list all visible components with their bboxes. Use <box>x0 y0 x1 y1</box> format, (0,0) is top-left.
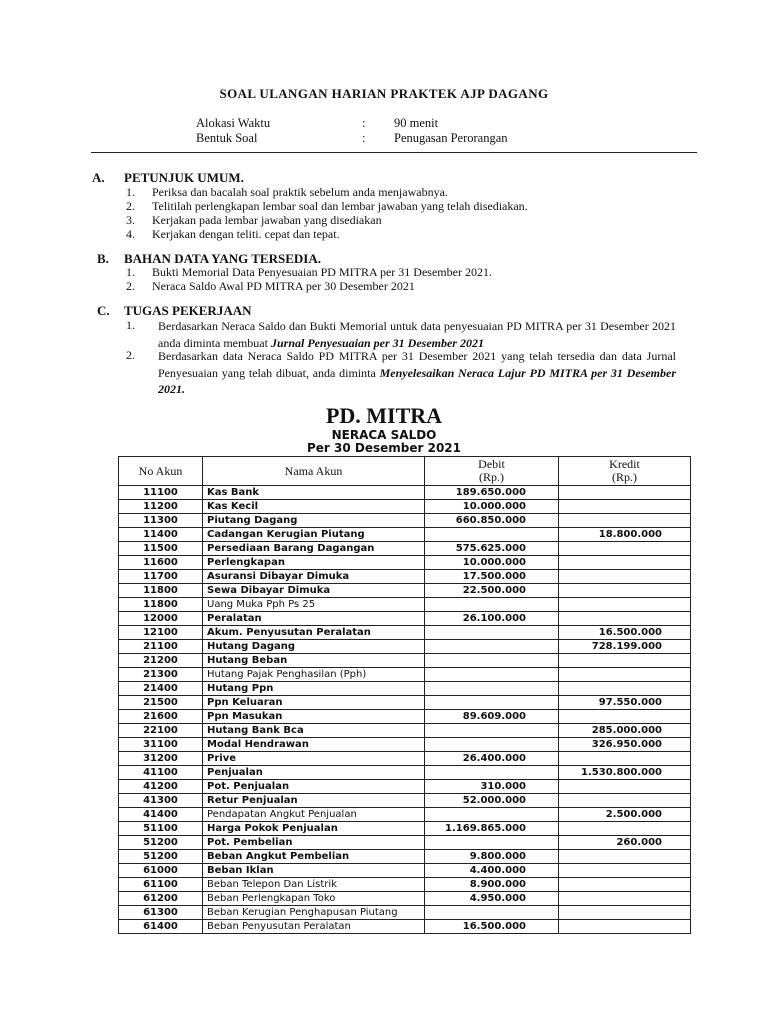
account-name: Beban Iklan <box>203 864 425 878</box>
account-name: Ppn Keluaran <box>203 696 425 710</box>
item-text: Neraca Saldo Awal PD MITRA per 30 Desember 2021 <box>152 279 415 293</box>
item-text: Telitilah perlengkapan lembar soal dan lembar jawaban yang telah disediakan. <box>152 199 528 213</box>
debit-amount: 8.900.000 <box>425 878 559 892</box>
debit-amount: 4.950.000 <box>425 892 559 906</box>
item-text: Kerjakan dengan teliti. cepat dan tepat. <box>152 227 340 241</box>
account-name: Retur Penjualan <box>203 794 425 808</box>
debit-amount: 26.400.000 <box>425 752 559 766</box>
account-code: 11500 <box>119 542 203 556</box>
credit-amount <box>559 850 691 864</box>
account-name: Akum. Penyusutan Peralatan <box>203 626 425 640</box>
account-code: 61000 <box>119 864 203 878</box>
credit-amount: 1.530.800.000 <box>559 766 691 780</box>
account-code: 11300 <box>119 514 203 528</box>
account-name: Asuransi Dibayar Dimuka <box>203 570 425 584</box>
credit-amount: 18.800.000 <box>559 528 691 542</box>
account-code: 51200 <box>119 836 203 850</box>
debit-amount: 9.800.000 <box>425 850 559 864</box>
debit-amount <box>425 724 559 738</box>
credit-amount: 326.950.000 <box>559 738 691 752</box>
account-code: 11700 <box>119 570 203 584</box>
credit-amount <box>559 892 691 906</box>
account-name: Perlengkapan <box>203 556 425 570</box>
account-code: 11100 <box>119 486 203 500</box>
debit-amount <box>425 640 559 654</box>
report-period: Per 30 Desember 2021 <box>306 441 461 455</box>
account-name: Penjualan <box>203 766 425 780</box>
debit-amount <box>425 906 559 920</box>
meta-label: Bentuk Soal <box>196 131 258 145</box>
table-row <box>119 528 691 542</box>
account-code: 61200 <box>119 892 203 906</box>
task-paragraph <box>158 318 676 351</box>
debit-amount: 1.169.865.000 <box>425 822 559 836</box>
account-name: Uang Muka Pph Ps 25 <box>203 598 425 612</box>
account-code: 11400 <box>119 528 203 542</box>
account-code: 31100 <box>119 738 203 752</box>
company-name: PD. MITRA <box>325 403 443 428</box>
table-row <box>119 696 691 710</box>
table-row <box>119 738 691 752</box>
credit-amount <box>559 878 691 892</box>
credit-amount <box>559 486 691 500</box>
table-row <box>119 584 691 598</box>
item-text: Periksa dan bacalah soal praktik sebelum anda menjawabnya. <box>152 185 448 199</box>
account-code: 12000 <box>119 612 203 626</box>
debit-amount: 310.000 <box>425 780 559 794</box>
debit-amount: 4.400.000 <box>425 864 559 878</box>
credit-amount: 728.199.000 <box>559 640 691 654</box>
account-name: Hutang Ppn <box>203 682 425 696</box>
credit-amount <box>559 584 691 598</box>
debit-amount <box>425 738 559 752</box>
account-name: Beban Kerugian Penghapusan Piutang <box>203 906 425 920</box>
account-name: Beban Angkut Pembelian <box>203 850 425 864</box>
table-row <box>119 556 691 570</box>
table-row <box>119 794 691 808</box>
meta-value: 90 menit <box>394 116 439 130</box>
section-letter: C. <box>97 303 110 318</box>
debit-amount <box>425 626 559 640</box>
kredit-unit: (Rp.) <box>612 470 637 484</box>
col-header-kredit <box>559 457 691 486</box>
meta-colon: : <box>362 116 366 130</box>
account-code: 61100 <box>119 878 203 892</box>
debit-amount: 189.650.000 <box>425 486 559 500</box>
account-name: Beban Penyusutan Peralatan <box>203 920 425 934</box>
account-code: 41400 <box>119 808 203 822</box>
item-number: 2. <box>126 348 135 362</box>
item-number: 2. <box>126 199 135 213</box>
account-code: 21600 <box>119 710 203 724</box>
debit-amount <box>425 682 559 696</box>
credit-amount <box>559 710 691 724</box>
credit-amount <box>559 556 691 570</box>
credit-amount <box>559 598 691 612</box>
account-code: 41100 <box>119 766 203 780</box>
account-name: Pot. Penjualan <box>203 780 425 794</box>
account-name: Pendapatan Angkut Penjualan <box>203 808 425 822</box>
account-code: 51100 <box>119 822 203 836</box>
debit-unit: (Rp.) <box>479 470 504 484</box>
account-name: Piutang Dagang <box>203 514 425 528</box>
account-code: 22100 <box>119 724 203 738</box>
debit-amount <box>425 528 559 542</box>
credit-amount: 97.550.000 <box>559 696 691 710</box>
account-code: 41300 <box>119 794 203 808</box>
task-emphasis: Jurnal Penyesuaian per 31 Desember 2021 <box>270 335 484 350</box>
item-number: 1. <box>126 185 135 199</box>
account-name: Beban Telepon Dan Listrik <box>203 878 425 892</box>
credit-amount <box>559 542 691 556</box>
account-code: 21200 <box>119 654 203 668</box>
account-name: Modal Hendrawan <box>203 738 425 752</box>
account-code: 51200 <box>119 850 203 864</box>
credit-amount <box>559 906 691 920</box>
table-row <box>119 724 691 738</box>
meta-label: Alokasi Waktu <box>196 116 271 130</box>
col-header-nama-akun: Nama Akun <box>203 457 425 486</box>
table-row <box>119 920 691 934</box>
debit-amount <box>425 836 559 850</box>
credit-amount <box>559 794 691 808</box>
table-row <box>119 752 691 766</box>
table-row <box>119 598 691 612</box>
section-letter: A. <box>92 170 105 185</box>
account-name: Beban Perlengkapan Toko <box>203 892 425 906</box>
debit-amount <box>425 808 559 822</box>
debit-label: Debit <box>478 457 505 471</box>
credit-amount: 285.000.000 <box>559 724 691 738</box>
table-row <box>119 654 691 668</box>
meta-value: Penugasan Perorangan <box>394 131 508 145</box>
col-header-debit <box>425 457 559 486</box>
item-number: 1. <box>126 265 135 279</box>
table-row <box>119 780 691 794</box>
table-header-row <box>119 457 691 486</box>
debit-amount: 10.000.000 <box>425 500 559 514</box>
debit-amount: 26.100.000 <box>425 612 559 626</box>
table-row <box>119 612 691 626</box>
account-name: Kas Kecil <box>203 500 425 514</box>
account-name: Sewa Dibayar Dimuka <box>203 584 425 598</box>
debit-amount: 89.609.000 <box>425 710 559 724</box>
credit-amount <box>559 514 691 528</box>
account-name: Pot. Pembelian <box>203 836 425 850</box>
credit-amount: 260.000 <box>559 836 691 850</box>
table-row <box>119 668 691 682</box>
credit-amount <box>559 682 691 696</box>
account-code: 21100 <box>119 640 203 654</box>
credit-amount <box>559 500 691 514</box>
item-number: 3. <box>126 213 135 227</box>
report-subtitle: NERACA SALDO <box>331 428 437 442</box>
credit-amount <box>559 612 691 626</box>
table-row <box>119 682 691 696</box>
debit-amount: 575.625.000 <box>425 542 559 556</box>
account-code: 12100 <box>119 626 203 640</box>
account-code: 21300 <box>119 668 203 682</box>
credit-amount <box>559 822 691 836</box>
account-code: 11600 <box>119 556 203 570</box>
item-number: 1. <box>126 318 135 332</box>
task-text: Berdasarkan Neraca Saldo dan Bukti Memorial untuk data penyesuaian PD MITRA per 31 Desember 2021 anda diminta membuat <box>158 319 676 350</box>
debit-amount <box>425 668 559 682</box>
credit-amount: 16.500.000 <box>559 626 691 640</box>
table-row <box>119 836 691 850</box>
account-name: Hutang Dagang <box>203 640 425 654</box>
table-row <box>119 570 691 584</box>
account-code: 11200 <box>119 500 203 514</box>
debit-amount: 52.000.000 <box>425 794 559 808</box>
table-row <box>119 542 691 556</box>
section-title: PETUNJUK UMUM. <box>124 170 244 185</box>
document-title: SOAL ULANGAN HARIAN PRAKTEK AJP DAGANG <box>219 86 549 101</box>
table-row <box>119 850 691 864</box>
account-name: Ppn Masukan <box>203 710 425 724</box>
credit-amount <box>559 780 691 794</box>
section-title: TUGAS PEKERJAAN <box>124 303 252 318</box>
trial-balance-table <box>118 456 691 934</box>
table-row <box>119 822 691 836</box>
debit-amount: 660.850.000 <box>425 514 559 528</box>
table-row <box>119 878 691 892</box>
credit-amount <box>559 752 691 766</box>
task-text: Berdasarkan data Neraca Saldo PD MITRA per 31 Desember 2021 yang telah tersedia dan data Jurnal Penyesuaian yang telah dibuat, anda diminta <box>158 349 676 380</box>
debit-amount <box>425 696 559 710</box>
kredit-label: Kredit <box>609 457 640 471</box>
account-name: Cadangan Kerugian Piutang <box>203 528 425 542</box>
credit-amount <box>559 570 691 584</box>
table-row <box>119 486 691 500</box>
credit-amount <box>559 864 691 878</box>
table-row <box>119 892 691 906</box>
credit-amount <box>559 654 691 668</box>
account-code: 21400 <box>119 682 203 696</box>
account-name: Hutang Bank Bca <box>203 724 425 738</box>
item-number: 4. <box>126 227 135 241</box>
table-row <box>119 626 691 640</box>
account-code: 21500 <box>119 696 203 710</box>
debit-amount <box>425 766 559 780</box>
task-paragraph <box>158 348 676 398</box>
table-row <box>119 906 691 920</box>
debit-amount <box>425 598 559 612</box>
account-code: 61300 <box>119 906 203 920</box>
table-row <box>119 808 691 822</box>
meta-colon: : <box>362 131 366 145</box>
account-name: Hutang Pajak Penghasilan (Pph) <box>203 668 425 682</box>
debit-amount: 22.500.000 <box>425 584 559 598</box>
account-code: 41200 <box>119 780 203 794</box>
account-name: Peralatan <box>203 612 425 626</box>
section-title: BAHAN DATA YANG TERSEDIA. <box>124 251 321 266</box>
credit-amount <box>559 668 691 682</box>
debit-amount <box>425 654 559 668</box>
account-code: 11800 <box>119 584 203 598</box>
table-row <box>119 864 691 878</box>
table-row <box>119 640 691 654</box>
account-name: Hutang Beban <box>203 654 425 668</box>
debit-amount: 10.000.000 <box>425 556 559 570</box>
debit-amount: 17.500.000 <box>425 570 559 584</box>
account-code: 11800 <box>119 598 203 612</box>
section-letter: B. <box>97 251 109 266</box>
account-name: Prive <box>203 752 425 766</box>
table-row <box>119 500 691 514</box>
credit-amount: 2.500.000 <box>559 808 691 822</box>
account-name: Harga Pokok Penjualan <box>203 822 425 836</box>
credit-amount <box>559 920 691 934</box>
account-code: 61400 <box>119 920 203 934</box>
account-name: Kas Bank <box>203 486 425 500</box>
table-row <box>119 766 691 780</box>
item-number: 2. <box>126 279 135 293</box>
table-row <box>119 514 691 528</box>
col-header-no-akun: No Akun <box>119 457 203 486</box>
account-name: Persediaan Barang Dagangan <box>203 542 425 556</box>
header-divider <box>91 152 697 153</box>
table-body <box>119 486 691 934</box>
task-emphasis: Menyelesaikan Neraca Lajur PD MITRA per 31 Desember 2021. <box>158 365 677 396</box>
item-text: Bukti Memorial Data Penyesuaian PD MITRA per 31 Desember 2021. <box>152 265 492 279</box>
table-row <box>119 710 691 724</box>
account-code: 31200 <box>119 752 203 766</box>
debit-amount: 16.500.000 <box>425 920 559 934</box>
item-text: Kerjakan pada lembar jawaban yang disediakan <box>152 213 382 227</box>
